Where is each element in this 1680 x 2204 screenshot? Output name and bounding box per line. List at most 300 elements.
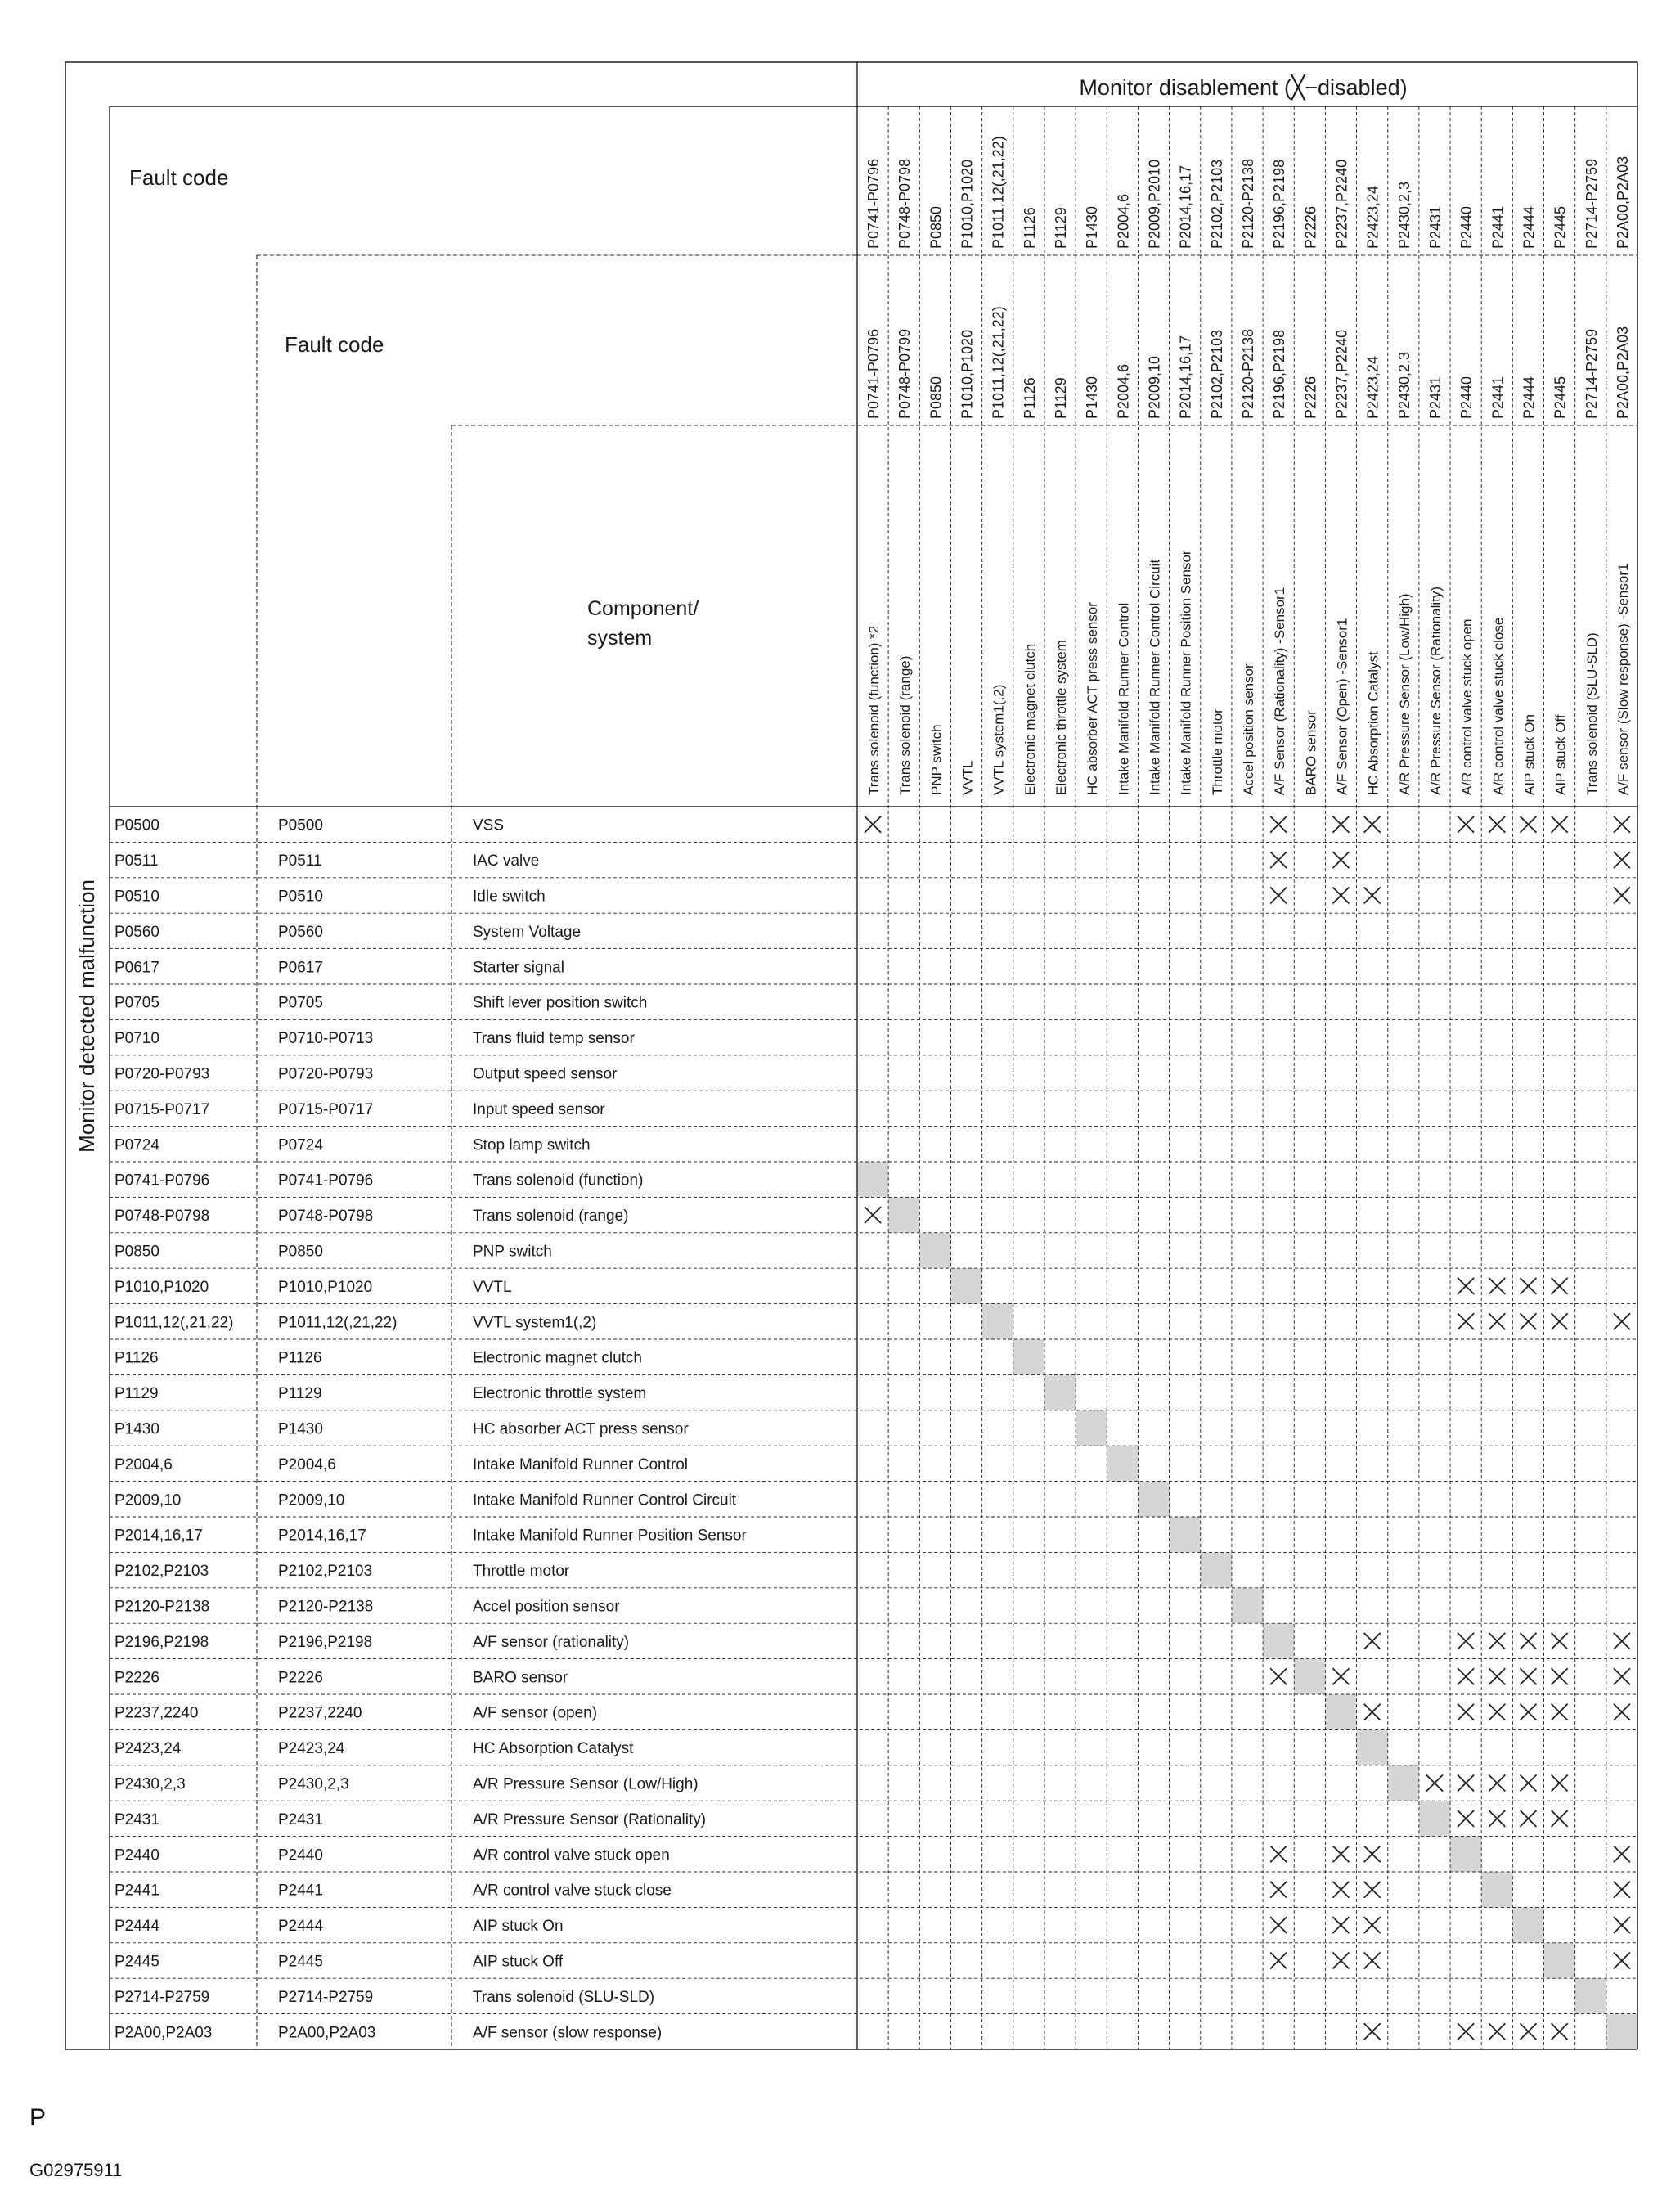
- row-fault-code-sub: P2444: [278, 1918, 323, 1936]
- disabled-x-mark: [1489, 1278, 1505, 1294]
- disabled-x-mark: [1426, 1775, 1443, 1792]
- table-row: [115, 995, 647, 1012]
- row-component-name: Intake Manifold Runner Control: [473, 1455, 688, 1473]
- disabled-x-mark: [1458, 1278, 1474, 1294]
- row-fault-code-sub: P0500: [278, 816, 323, 834]
- row-fault-code-sub: P0715-P0717: [278, 1100, 374, 1118]
- column-fault-code-mid: P2440: [1458, 376, 1476, 419]
- disabled-x-mark: [1520, 1633, 1536, 1649]
- table-row: [115, 1421, 689, 1438]
- row-fault-code-sub: P1011,12(,21,22): [278, 1314, 398, 1332]
- row-component-name: A/R Pressure Sensor (Low/High): [473, 1775, 699, 1793]
- table-row: [115, 1279, 512, 1296]
- column-fault-code-mid: P0748-P0799: [896, 328, 914, 419]
- row-fault-code: P0720-P0793: [115, 1065, 210, 1083]
- column-component-name: PNP switch: [928, 724, 945, 795]
- disabled-x-mark: [1364, 1953, 1381, 1969]
- disabled-x-mark: [1364, 2023, 1381, 2040]
- column-fault-code-top: P2423,24: [1364, 185, 1381, 249]
- column-fault-code-top: P2444: [1521, 205, 1538, 249]
- column-headers: [865, 136, 1631, 795]
- column-component-name: A/R control valve stuck open: [1459, 618, 1476, 795]
- row-fault-code-sub: P1010,P1020: [278, 1278, 373, 1296]
- disabled-x-mark: [1458, 1810, 1474, 1827]
- table-row: [115, 1101, 605, 1118]
- row-fault-code-sub: P2440: [278, 1846, 323, 1864]
- table-row: [115, 1244, 552, 1261]
- row-fault-code: P2120-P2138: [115, 1598, 210, 1616]
- disabled-x-mark: [1332, 1846, 1349, 1862]
- table-row: [115, 1989, 654, 2006]
- column-fault-code-top: P1010,P1020: [959, 159, 976, 249]
- table-row: [115, 2024, 662, 2041]
- row-component-name: A/F sensor (open): [473, 1704, 598, 1722]
- row-component-name: BARO sensor: [473, 1669, 568, 1687]
- diagonal-shaded-cell: [1013, 1339, 1044, 1374]
- disabled-x-mark: [1270, 1668, 1287, 1684]
- row-fault-code-sub: P2237,2240: [278, 1704, 362, 1722]
- row-component-name: Trans solenoid (SLU-SLD): [473, 1988, 655, 2006]
- disabled-x-mark: [1489, 1704, 1505, 1720]
- table-row: [115, 1811, 706, 1828]
- column-fault-code-mid: P2004,6: [1115, 363, 1132, 419]
- row-fault-code: P2431: [115, 1810, 159, 1828]
- diagonal-shaded-cell: [1357, 1729, 1388, 1765]
- row-fault-code-sub: P0720-P0793: [278, 1065, 374, 1083]
- disabled-x-mark: [1458, 816, 1474, 833]
- disabled-x-mark: [1614, 1882, 1630, 1898]
- column-component-name: A/F Sensor (Open) -Sensor1: [1334, 618, 1350, 795]
- diagonal-shaded-cell: [1107, 1446, 1138, 1481]
- row-fault-code-sub: P0748-P0798: [278, 1208, 374, 1226]
- inner-fault-code-label: Fault code: [285, 332, 384, 357]
- table-row: [115, 852, 539, 870]
- disabled-x-mark: [1552, 1633, 1568, 1649]
- row-fault-code-sub: P0617: [278, 959, 323, 977]
- table-row: [115, 1705, 597, 1722]
- column-fault-code-top: P2440: [1458, 205, 1476, 249]
- disabled-x-mark: [1364, 1633, 1381, 1649]
- row-fault-code-sub: P2009,10: [278, 1491, 345, 1509]
- column-component-name: HC Absorption Catalyst: [1365, 651, 1381, 795]
- row-fault-code-sub: P2196,P2198: [278, 1633, 373, 1651]
- row-component-name: Trans fluid temp sensor: [473, 1030, 635, 1048]
- row-component-name: Stop lamp switch: [473, 1136, 591, 1154]
- row-component-name: Electronic magnet clutch: [473, 1349, 642, 1367]
- table-row: [115, 1491, 737, 1509]
- column-fault-code-mid: P2423,24: [1364, 355, 1381, 419]
- row-fault-code-sub: P0741-P0796: [278, 1172, 374, 1190]
- table-row: [115, 1066, 618, 1083]
- column-fault-code-mid: P0850: [928, 376, 945, 419]
- row-fault-code: P2226: [115, 1669, 159, 1687]
- row-component-name: Intake Manifold Runner Control Circuit: [473, 1491, 737, 1509]
- row-fault-code: P0724: [115, 1136, 159, 1154]
- disabled-x-mark: [1458, 2023, 1474, 2040]
- column-fault-code-top: P2009,P2010: [1146, 159, 1163, 249]
- disabled-x-mark: [1520, 1668, 1536, 1684]
- column-fault-code-top: P1011,12(,21,22): [990, 136, 1007, 249]
- diagonal-shaded-cell: [1138, 1482, 1169, 1517]
- disabled-x-mark: [1552, 1810, 1568, 1827]
- column-component-name: A/F Sensor (Rationality) -Sensor1: [1272, 587, 1288, 795]
- column-component-name: VVTL: [959, 760, 976, 795]
- row-fault-code: P0748-P0798: [115, 1208, 210, 1226]
- row-component-name: Trans solenoid (range): [473, 1208, 629, 1226]
- row-fault-code: P2237,2240: [115, 1704, 199, 1722]
- row-fault-code: P0741-P0796: [115, 1172, 210, 1190]
- column-fault-code-top: P0748-P0798: [896, 158, 914, 249]
- row-fault-code-sub: P0510: [278, 888, 323, 906]
- row-fault-code-sub: P1126: [278, 1349, 322, 1367]
- disabled-x-mark: [1614, 816, 1630, 833]
- row-fault-code-sub: P2445: [278, 1953, 323, 1971]
- row-fault-code: P2A00,P2A03: [115, 2024, 213, 2042]
- component-label-line1: Component/: [587, 597, 699, 620]
- disabled-x-mark: [1270, 852, 1287, 868]
- column-fault-code-top: P2430,2,3: [1395, 181, 1413, 249]
- disabled-x-mark: [1614, 1633, 1630, 1649]
- disabled-x-mark: [1614, 1313, 1630, 1329]
- column-component-name: AIP stuck On: [1521, 714, 1538, 795]
- disabled-x-mark: [1552, 2023, 1568, 2040]
- row-component-name: System Voltage: [473, 923, 582, 941]
- row-fault-code: P2445: [115, 1953, 159, 1971]
- row-fault-code-sub: P2004,6: [278, 1455, 336, 1473]
- disabled-x-mark: [1489, 1775, 1505, 1792]
- column-component-name: A/R control valve stuck close: [1490, 617, 1507, 795]
- disabled-x-mark: [1614, 852, 1630, 868]
- disabled-x-mark: [1332, 1668, 1349, 1684]
- disabled-x-mark: [1614, 1704, 1630, 1720]
- row-component-name: Throttle motor: [473, 1563, 570, 1581]
- row-component-name: PNP switch: [473, 1243, 552, 1261]
- figure-id: G02975911: [29, 2160, 123, 2180]
- row-fault-code-sub: P1430: [278, 1420, 323, 1438]
- disabled-x-mark: [1364, 1917, 1381, 1933]
- disabled-x-mark: [1489, 2023, 1505, 2040]
- row-fault-code: P0510: [115, 888, 159, 906]
- column-fault-code-top: P2004,6: [1115, 193, 1132, 249]
- disabled-x-mark: [1332, 1882, 1349, 1898]
- row-fault-code-sub: P0511: [278, 852, 322, 870]
- column-fault-code-top: P1430: [1084, 205, 1101, 249]
- row-fault-code: P2440: [115, 1846, 159, 1864]
- row-fault-code-sub: P0705: [278, 994, 323, 1012]
- row-component-name: HC Absorption Catalyst: [473, 1740, 634, 1758]
- row-component-name: Idle switch: [473, 888, 546, 906]
- disabled-x-mark: [1552, 1278, 1568, 1294]
- disabled-x-mark: [1364, 1846, 1381, 1862]
- row-fault-code-sub: P2226: [278, 1669, 323, 1687]
- column-fault-code-mid: P2196,P2198: [1271, 329, 1288, 419]
- diagonal-shaded-cell: [1076, 1410, 1107, 1446]
- column-component-name: Intake Manifold Runner Position Sensor: [1178, 550, 1194, 795]
- row-component-name: Shift lever position switch: [473, 994, 648, 1012]
- column-fault-code-top: P2445: [1552, 205, 1569, 249]
- row-fault-code: P0705: [115, 994, 159, 1012]
- row-component-name: AIP stuck On: [473, 1918, 564, 1936]
- disabled-x-mark: [1489, 1313, 1505, 1329]
- row-fault-code-sub: P0850: [278, 1243, 323, 1261]
- row-component-name: VVTL system1(,2): [473, 1314, 597, 1332]
- diagonal-shaded-cell: [1294, 1659, 1325, 1694]
- column-fault-code-mid: P2009,10: [1146, 355, 1163, 419]
- table-row: [115, 1456, 688, 1473]
- row-fault-code-sub: P2A00,P2A03: [278, 2024, 376, 2042]
- disabled-x-mark: [1614, 888, 1630, 904]
- column-fault-code-mid: P1126: [1021, 377, 1038, 419]
- table-row: [115, 1740, 634, 1757]
- disabled-x-mark: [1614, 1917, 1630, 1933]
- row-fault-code: P2102,P2103: [115, 1563, 209, 1581]
- disabled-x-mark: [1364, 888, 1381, 904]
- table-row: [115, 924, 581, 941]
- table-row: [115, 888, 546, 906]
- row-fault-code-sub: P2102,P2103: [278, 1563, 373, 1581]
- table-row: [115, 1846, 670, 1864]
- diagonal-shaded-cell: [888, 1197, 919, 1232]
- disabled-x-mark: [1270, 1953, 1287, 1969]
- row-fault-code-sub: P2431: [278, 1810, 323, 1828]
- column-component-name: Trans solenoid (SLU-SLD): [1583, 632, 1600, 795]
- column-component-name: Trans solenoid (range): [897, 655, 914, 795]
- disabled-x-mark: [1332, 888, 1349, 904]
- row-fault-code: P1126: [115, 1349, 159, 1367]
- row-component-name: AIP stuck Off: [473, 1953, 564, 1971]
- row-fault-code-sub: P2430,2,3: [278, 1775, 349, 1793]
- column-fault-code-mid: P2430,2,3: [1395, 351, 1413, 419]
- column-fault-code-mid: P2444: [1521, 376, 1538, 419]
- row-component-name: IAC valve: [473, 852, 540, 870]
- column-component-name: A/F sensor (Slow response) -Sensor1: [1615, 563, 1631, 795]
- row-component-name: Electronic throttle system: [473, 1385, 647, 1403]
- row-fault-code: P2444: [115, 1918, 159, 1936]
- row-component-name: VSS: [473, 816, 505, 834]
- column-fault-code-mid: P2714-P2759: [1583, 328, 1600, 419]
- disabled-x-mark: [1458, 1313, 1474, 1329]
- diagonal-shaded-cell: [857, 1162, 888, 1197]
- column-fault-code-mid: P2226: [1302, 376, 1319, 419]
- column-component-name: BARO sensor: [1303, 710, 1319, 795]
- row-fault-code: P2014,16,17: [115, 1527, 203, 1545]
- column-fault-code-top: P0741-P0796: [865, 158, 883, 249]
- row-fault-code: P2441: [115, 1882, 159, 1900]
- disabled-x-mark: [1364, 1882, 1381, 1898]
- row-component-name: Input speed sensor: [473, 1100, 605, 1118]
- column-component-name: Intake Manifold Runner Control Circuit: [1147, 559, 1163, 795]
- row-component-name: HC absorber ACT press sensor: [473, 1420, 689, 1438]
- row-fault-code: P2196,P2198: [115, 1633, 209, 1651]
- diagonal-shaded-cell: [1575, 1978, 1606, 2013]
- column-fault-code-mid: P2120-P2138: [1240, 328, 1256, 419]
- row-fault-code-sub: P2120-P2138: [278, 1598, 374, 1616]
- diagonal-shaded-cell: [1481, 1872, 1512, 1907]
- column-fault-code-top: P1126: [1021, 207, 1038, 249]
- row-fault-code-sub: P0710-P0713: [278, 1030, 374, 1048]
- row-fault-code: P0710: [115, 1030, 159, 1048]
- column-fault-code-mid: P2A00,P2A03: [1614, 326, 1631, 419]
- table-row: [115, 1599, 620, 1616]
- row-fault-code-sub: P2014,16,17: [278, 1527, 366, 1545]
- table-body-rows: [115, 817, 747, 2042]
- disabled-x-mark: [1552, 1313, 1568, 1329]
- outer-fault-code-label: Fault code: [129, 165, 229, 190]
- table-row: [115, 1350, 642, 1367]
- row-component-name: Accel position sensor: [473, 1598, 620, 1616]
- disabled-x-mark: [1270, 1917, 1287, 1933]
- disabled-x-mark: [1458, 1775, 1474, 1792]
- row-component-name: A/R control valve stuck open: [473, 1846, 670, 1864]
- row-component-name: Starter signal: [473, 959, 564, 977]
- disabled-x-mark: [1520, 1278, 1536, 1294]
- diagonal-shaded-cell: [950, 1268, 981, 1303]
- disabled-x-mark: [865, 1207, 881, 1223]
- column-component-name: VVTL system1(,2): [990, 684, 1007, 795]
- row-fault-code-sub: P0560: [278, 923, 323, 941]
- row-component-name: VVTL: [473, 1278, 512, 1296]
- disabled-x-mark: [1520, 1810, 1536, 1827]
- disabled-x-mark: [1332, 1953, 1349, 1969]
- diagonal-shaded-cell: [1606, 2014, 1637, 2049]
- row-fault-code: P1010,P1020: [115, 1278, 209, 1296]
- row-component-name: Intake Manifold Runner Position Sensor: [473, 1527, 747, 1545]
- disabled-x-mark: [1364, 1704, 1381, 1720]
- column-component-name: Electronic magnet clutch: [1022, 643, 1038, 795]
- disabled-x-mark: [1552, 1775, 1568, 1792]
- column-fault-code-top: P2441: [1489, 205, 1507, 249]
- disabled-x-mark: [1270, 816, 1287, 833]
- disabled-x-mark: [1270, 1882, 1287, 1898]
- table-row: [115, 1563, 570, 1580]
- diagonal-shaded-cell: [1419, 1801, 1450, 1836]
- side-label-monitor-detected-malfunction: Monitor detected malfunction: [74, 879, 99, 1153]
- disabled-x-mark: [1520, 816, 1536, 833]
- table-row: [115, 1669, 568, 1686]
- column-component-name: HC absorber ACT press sensor: [1085, 602, 1101, 795]
- diagonal-shading-layer: [857, 1162, 1637, 2049]
- column-fault-code-mid: P2441: [1489, 376, 1507, 419]
- footer-letter: P: [29, 2104, 47, 2131]
- column-fault-code-top: P2196,P2198: [1271, 159, 1288, 249]
- row-component-name: A/F sensor (slow response): [473, 2024, 663, 2042]
- row-fault-code: P2004,6: [115, 1455, 173, 1473]
- table-row: [115, 959, 564, 976]
- disabled-x-mark: [1520, 2023, 1536, 2040]
- column-fault-code-mid: P2102,P2103: [1208, 329, 1225, 419]
- table-row: [115, 1136, 591, 1154]
- disabled-x-mark: [1489, 1668, 1505, 1684]
- column-fault-code-top: P2A00,P2A03: [1614, 155, 1631, 249]
- column-fault-code-top: P2120-P2138: [1240, 158, 1256, 249]
- disabled-x-mark: [1614, 1846, 1630, 1862]
- column-component-name: Throttle motor: [1209, 708, 1225, 795]
- row-component-name: A/F sensor (rationality): [473, 1633, 630, 1651]
- diagonal-shaded-cell: [1232, 1588, 1263, 1623]
- column-component-name: Intake Manifold Runner Control: [1116, 602, 1132, 795]
- row-fault-code: P0850: [115, 1243, 159, 1261]
- diagonal-shaded-cell: [1450, 1837, 1481, 1872]
- disabled-x-mark: [1364, 816, 1381, 833]
- column-fault-code-mid: P1011,12(,21,22): [990, 306, 1007, 419]
- table-row: [115, 1882, 672, 1900]
- disabled-x-mark: [1614, 1668, 1630, 1684]
- column-fault-code-mid: P2014,16,17: [1177, 335, 1194, 419]
- disabled-x-mark: [1489, 816, 1505, 833]
- diagonal-shaded-cell: [1544, 1943, 1575, 1978]
- disabled-x-mark: [1270, 888, 1287, 904]
- column-fault-code-mid: P1010,P1020: [959, 329, 976, 419]
- disabled-x-mark: [1270, 1846, 1287, 1862]
- row-component-name: Output speed sensor: [473, 1065, 618, 1083]
- table-row: [115, 1527, 747, 1545]
- column-fault-code-mid: P2445: [1552, 376, 1569, 419]
- row-fault-code: P2430,2,3: [115, 1775, 186, 1793]
- table-row: [115, 1776, 699, 1793]
- row-fault-code: P1129: [115, 1385, 159, 1403]
- row-fault-code: P0617: [115, 959, 159, 977]
- disabled-x-mark: [1332, 816, 1349, 833]
- diagonal-shaded-cell: [1044, 1374, 1076, 1410]
- disabled-x-mark: [1458, 1704, 1474, 1720]
- diagonal-shaded-cell: [1201, 1552, 1232, 1587]
- row-fault-code: P0715-P0717: [115, 1100, 210, 1118]
- row-fault-code: P2009,10: [115, 1491, 182, 1509]
- diagonal-shaded-cell: [1325, 1694, 1356, 1729]
- column-component-name: A/R Pressure Sensor (Low/High): [1396, 593, 1413, 795]
- column-component-name: Electronic throttle system: [1053, 640, 1070, 795]
- row-fault-code: P0500: [115, 816, 159, 834]
- column-fault-code-top: P2014,16,17: [1177, 164, 1194, 249]
- table-row: [115, 1030, 635, 1047]
- disabled-x-mark: [1332, 852, 1349, 868]
- component-label-line2: system: [587, 627, 653, 650]
- table-row: [115, 1314, 596, 1331]
- row-fault-code: P2714-P2759: [115, 1988, 210, 2006]
- diagonal-shaded-cell: [1263, 1623, 1294, 1658]
- disabled-x-mark: [1552, 1668, 1568, 1684]
- row-fault-code: P0560: [115, 923, 159, 941]
- row-fault-code: P0511: [115, 852, 159, 870]
- table-row: [115, 1634, 629, 1651]
- column-component-name: AIP stuck Off: [1552, 714, 1569, 795]
- column-fault-code-mid: P1430: [1084, 376, 1101, 419]
- table-row: [115, 1918, 564, 1935]
- disabled-x-mark: [1489, 1633, 1505, 1649]
- column-fault-code-mid: P2237,P2240: [1333, 329, 1350, 419]
- diagonal-shaded-cell: [919, 1233, 950, 1268]
- row-fault-code-sub: P2714-P2759: [278, 1988, 374, 2006]
- column-component-name: Trans solenoid (function) *2: [866, 625, 883, 795]
- table-row: [115, 1208, 628, 1225]
- column-component-name: Accel position sensor: [1241, 663, 1256, 795]
- column-fault-code-top: P1129: [1053, 207, 1070, 249]
- diagonal-shaded-cell: [1388, 1765, 1419, 1801]
- column-fault-code-top: P2237,P2240: [1333, 159, 1350, 249]
- column-fault-code-top: P2102,P2103: [1208, 159, 1225, 249]
- row-fault-code-sub: P1129: [278, 1385, 322, 1403]
- column-fault-code-top: P2226: [1302, 205, 1319, 249]
- row-component-name: A/R Pressure Sensor (Rationality): [473, 1810, 707, 1828]
- table-row: [115, 817, 504, 834]
- disabled-x-mark: [1489, 1810, 1505, 1827]
- row-component-name: A/R control valve stuck close: [473, 1882, 672, 1900]
- row-component-name: Trans solenoid (function): [473, 1172, 644, 1190]
- diagonal-shaded-cell: [1170, 1517, 1201, 1552]
- diagonal-shaded-cell: [1512, 1907, 1543, 1942]
- column-fault-code-top: P2431: [1426, 205, 1444, 249]
- disabled-x-mark: [1552, 1704, 1568, 1720]
